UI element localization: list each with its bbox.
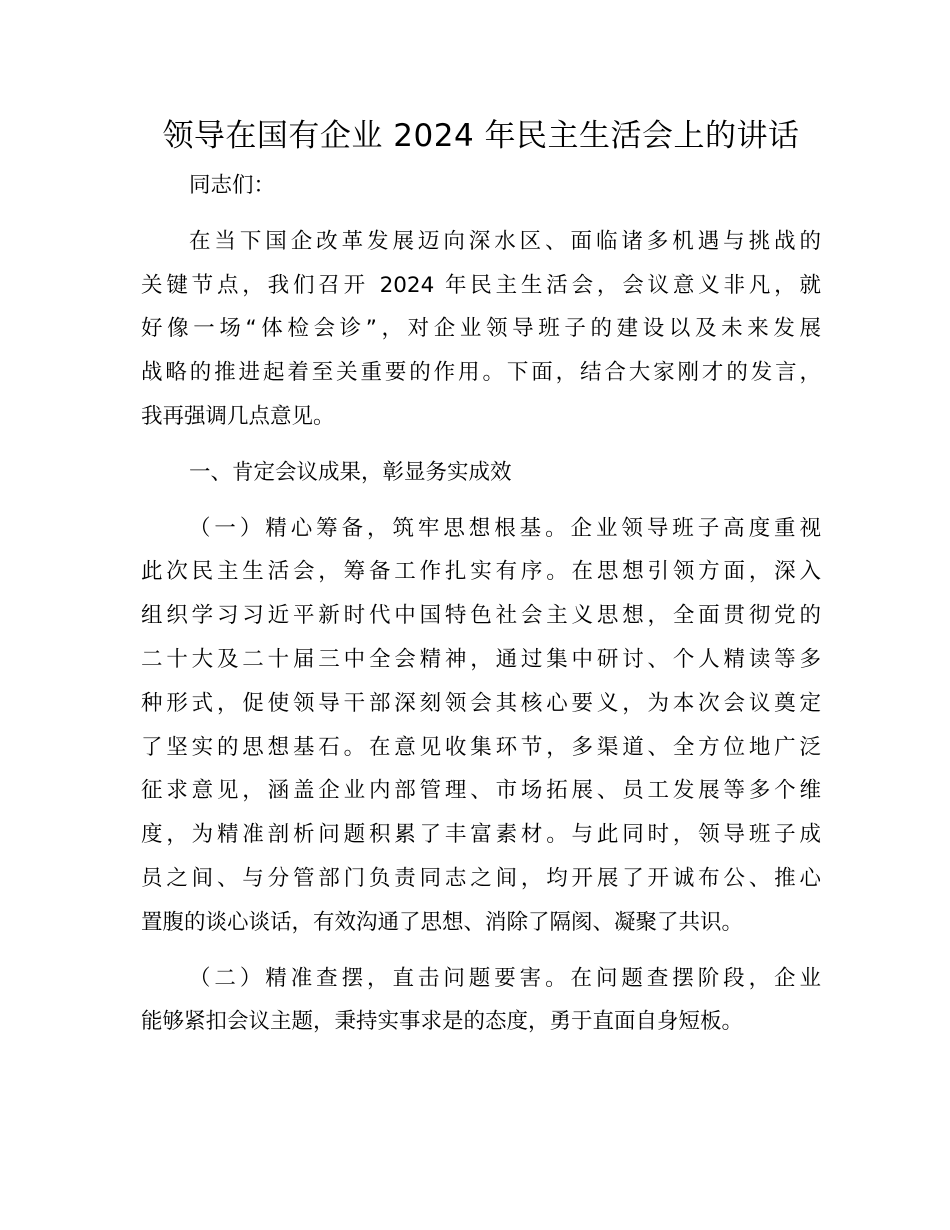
paragraph-line: 二十大及二十届三中全会精神，通过集中研讨、个人精读等多 <box>141 646 821 672</box>
paragraph-line: 关键节点，我们召开 2024 年民主生活会，会议意义非凡，就 <box>141 272 821 298</box>
paragraph-line: 了坚实的思想基石。在意见收集环节，多渠道、全方位地广泛 <box>141 734 821 760</box>
paragraph-line: 征求意见，涵盖企业内部管理、市场拓展、员工发展等多个维 <box>141 778 821 804</box>
paragraph-line: 置腹的谈心谈话，有效沟通了思想、消除了隔阂、凝聚了共识。 <box>141 909 744 935</box>
greeting: 同志们： <box>189 173 276 198</box>
paragraph-line: 战略的推进起着至关重要的作用。下面，结合大家刚才的发言， <box>141 360 821 386</box>
paragraph-line: 组织学习习近平新时代中国特色社会主义思想，全面贯彻党的 <box>141 603 821 629</box>
paragraph-line: 种形式，促使领导干部深刻领会其核心要义，为本次会议奠定 <box>141 690 821 716</box>
paragraph-line: 我再强调几点意见。 <box>141 403 335 429</box>
paragraph-line: 员之间、与分管部门负责同志之间，均开展了开诚布公、推心 <box>141 865 821 891</box>
paragraph-line: 此次民主生活会，筹备工作扎实有序。在思想引领方面，深入 <box>141 559 821 585</box>
document-body <box>141 108 821 1056</box>
document-title: 领导在国有企业 2024 年民主生活会上的讲话 <box>162 118 800 154</box>
paragraph-line: （二）精准查摆，直击问题要害。在问题查摆阶段，企业 <box>189 965 821 991</box>
sub-paragraph-2 <box>141 957 821 1045</box>
intro-paragraph <box>141 220 821 439</box>
paragraph-line: 好像一场“体检会诊”，对企业领导班子的建设以及未来发展 <box>141 316 821 342</box>
paragraph-line: 度，为精准剖析问题积累了丰富素材。与此同时，领导班子成 <box>141 822 821 848</box>
paragraph-line: （一）精心筹备，筑牢思想根基。企业领导班子高度重视 <box>189 515 821 541</box>
sub-paragraph-1 <box>141 507 821 945</box>
paragraph-line: 能够紧扣会议主题，秉持实事求是的态度，勇于直面自身短板。 <box>141 1009 744 1035</box>
paragraph-line: 在当下国企改革发展迈向深水区、面临诸多机遇与挑战的 <box>189 228 821 254</box>
section-heading: 一、肯定会议成果，彰显务实成效 <box>189 459 512 485</box>
